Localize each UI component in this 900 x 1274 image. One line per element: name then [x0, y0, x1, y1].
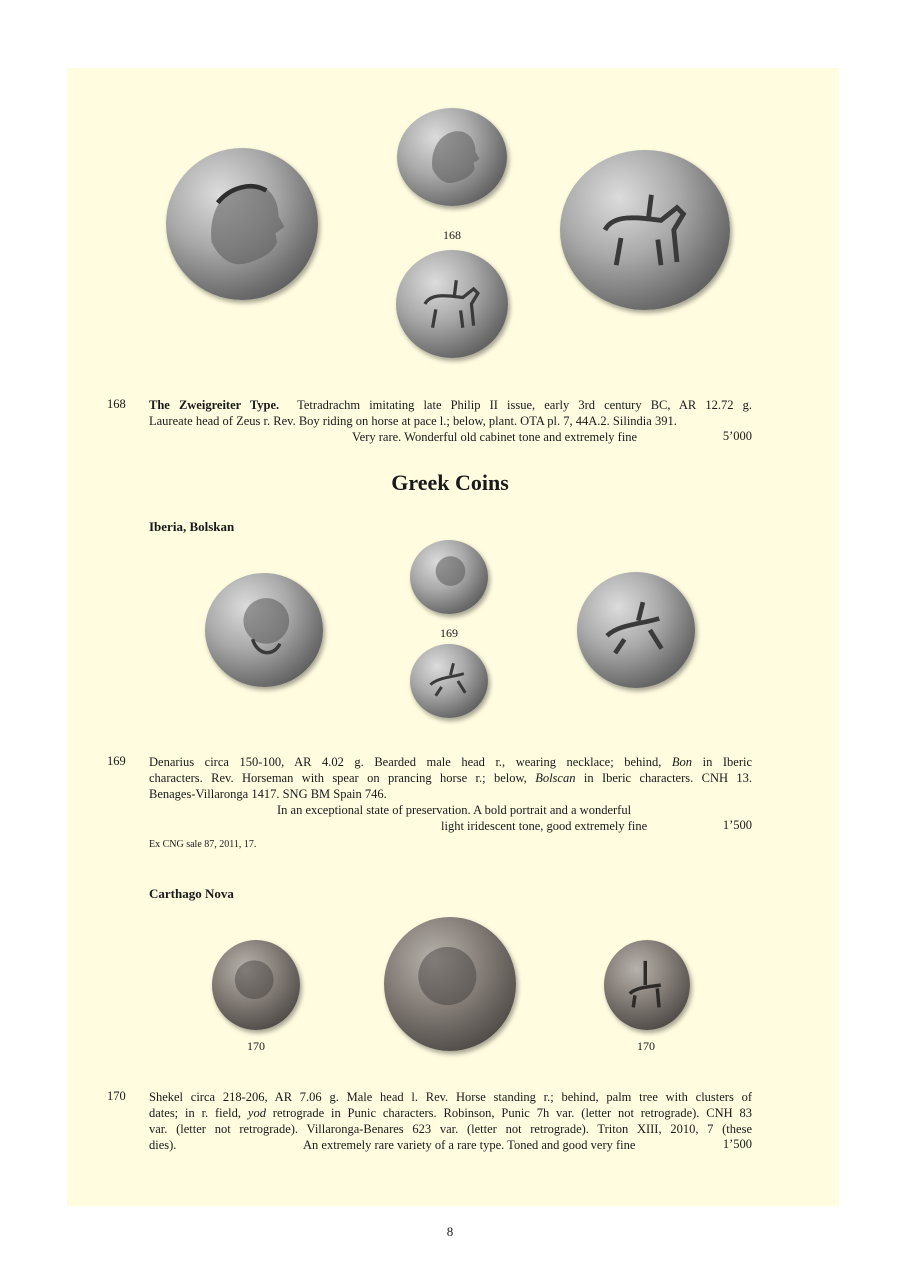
coin-170-reverse: [604, 940, 690, 1030]
lot-condition: An extremely rare variety of a rare type. Toned and good very fine: [303, 1138, 636, 1152]
coin-169-reverse-large: [577, 572, 695, 688]
lot-condition: light iridescent tone, good extremely fine: [441, 819, 648, 833]
coin-168-obverse-small: [397, 108, 507, 206]
male-head-icon: [212, 940, 300, 1030]
lot-number: 168: [107, 397, 126, 411]
lot-description-text: Denarius circa 150-100, AR 4.02 g. Bearded male head r., wearing necklace; behind,: [149, 755, 672, 769]
horse-palm-tree-icon: [604, 940, 690, 1030]
coin-169-obverse-small: [410, 540, 488, 614]
section-title: Carthago Nova: [149, 886, 234, 901]
lot-description-text: dates; in r. field,: [149, 1106, 248, 1120]
lot-description-line: Benages-Villaronga 1417. SNG BM Spain 746.: [149, 787, 387, 801]
lot-title: The Zweigreiter Type.: [149, 398, 280, 412]
lot-description-line: Tetradrachm imitating late Philip II issue, early 3rd century BC, AR 12.72 g.: [297, 398, 752, 412]
lot-price: 1’500: [722, 818, 752, 832]
coin-168-reverse-large: [560, 150, 730, 310]
lot-condition: In an exceptional state of preservation. A bold portrait and a wonderful: [277, 803, 632, 817]
coin-170-small-obverse: [212, 940, 300, 1030]
lot-description-line: Shekel circa 218-206, AR 7.06 g. Male head l. Rev. Horse standing r.; behind, palm tree with clusters of: [149, 1090, 752, 1104]
lot-provenance: Ex CNG sale 87, 2011, 17.: [149, 839, 257, 850]
lot-description-text: in Iberic characters. CNH 13.: [575, 771, 753, 785]
coin-169-obverse-large: [205, 573, 323, 687]
lot-description-line: var. (letter not retrograde). Villaronga-Benares 623 var. (letter not retrograde). Triton XIII, 2010, 7 (these: [149, 1122, 752, 1136]
lot-description-line: Laureate head of Zeus r. Rev. Boy riding on horse at pace l.; below, plant. OTA pl. 7, 44A.2. Silindia 391.: [149, 414, 677, 428]
lot-description: [149, 397, 752, 429]
coin-168-reverse-small: [396, 250, 508, 358]
coin-169-reverse-small: [410, 644, 488, 718]
horseman-icon: [410, 644, 488, 718]
punic-letter: yod: [247, 1106, 266, 1120]
lot-number: 170: [107, 1089, 126, 1103]
lot-price: 5’000: [722, 429, 752, 443]
coin-label-170-right: 170: [637, 1039, 655, 1053]
coin-label-168: 168: [443, 228, 461, 242]
lot-description-text: retrograde in Punic characters. Robinson, Punic 7h var. (letter not retrograde). CNH 83: [265, 1106, 752, 1120]
coin-170-large-obverse: [384, 917, 516, 1051]
horse-rider-icon: [396, 250, 508, 358]
iberic-legend: Bolscan: [535, 771, 576, 785]
lot-description-line: dies).: [149, 1138, 177, 1152]
zeus-head-icon: [166, 148, 318, 300]
male-head-icon: [205, 573, 323, 687]
horse-rider-icon: [560, 150, 730, 310]
lot-number: 169: [107, 754, 126, 768]
zeus-head-icon: [397, 108, 507, 206]
lot-condition: Very rare. Wonderful old cabinet tone and extremely fine: [352, 430, 638, 444]
lot-price: 1’500: [722, 1137, 752, 1151]
male-head-icon: [384, 917, 516, 1051]
male-head-icon: [410, 540, 488, 614]
iberic-legend: Bon: [671, 755, 693, 769]
horseman-icon: [577, 572, 695, 688]
lot-description: [149, 754, 752, 802]
lot-description-text: characters. Rev. Horseman with spear on prancing horse r.; below,: [149, 771, 536, 785]
lot-description-text: in Iberic: [692, 755, 752, 769]
coin-label-170-left: 170: [247, 1039, 265, 1053]
coin-label-169: 169: [440, 626, 458, 640]
coin-168-obverse-large: [166, 148, 318, 300]
section-title: Iberia, Bolskan: [149, 519, 235, 534]
page-heading: Greek Coins: [391, 470, 509, 495]
page-number: 8: [446, 1224, 454, 1239]
